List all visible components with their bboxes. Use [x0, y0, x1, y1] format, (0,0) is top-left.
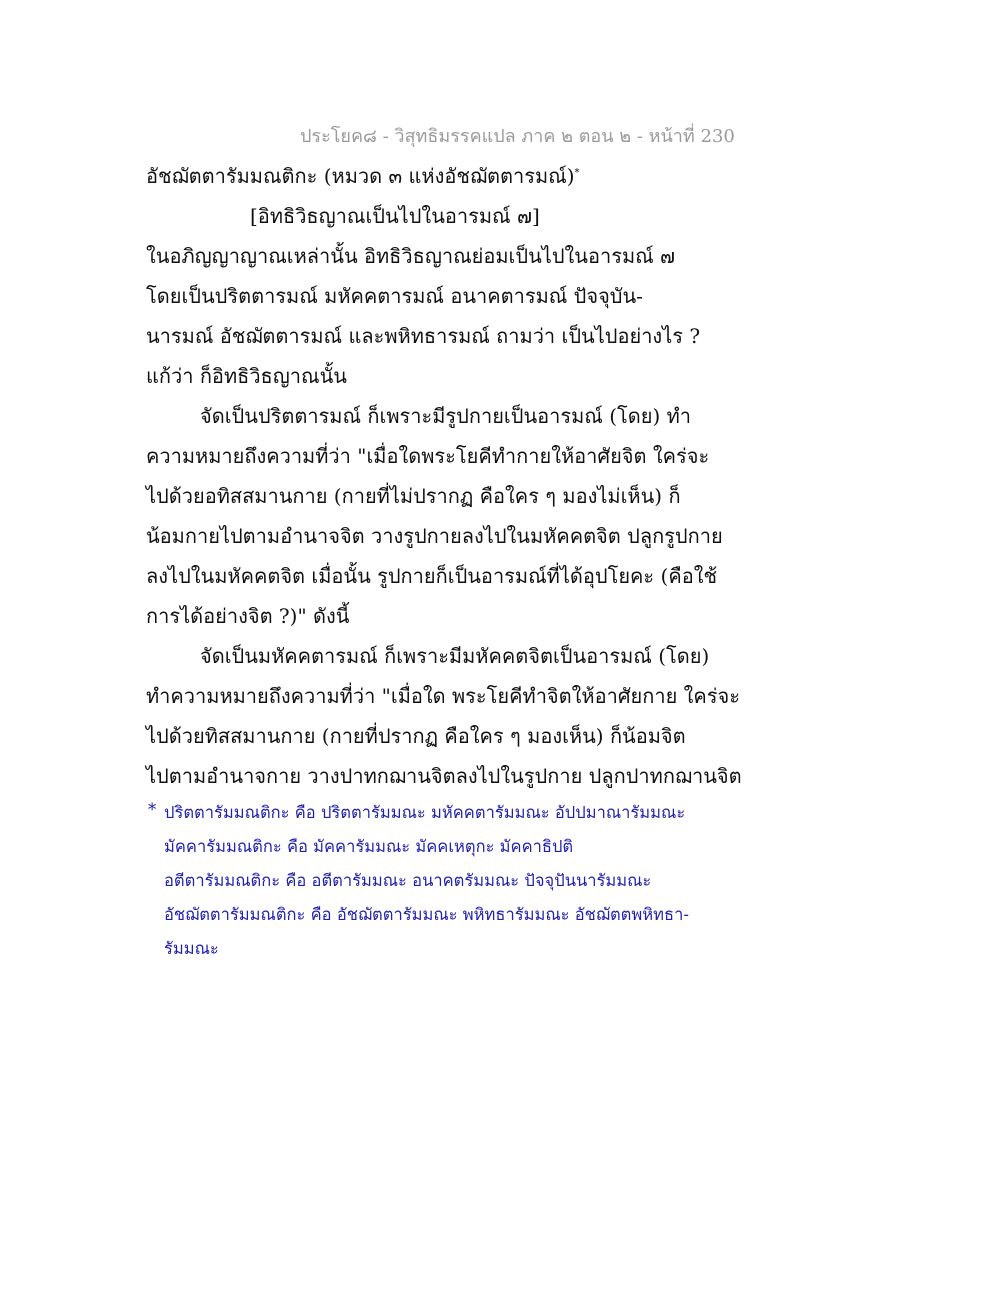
body-line: โดยเป็นปริตตารมณ์ มหัคคตารมณ์ อนาคตารมณ์ ปัจจุบัน-	[146, 284, 643, 308]
running-head: ประโยค๘ - วิสุทธิมรรคแปล ภาค ๒ ตอน ๒ - หน้าที่ 230	[300, 126, 735, 147]
body-line: ความหมายถึงความที่ว่า "เมื่อใดพระโยคีทำกายให้อาศัยจิต ใคร่จะ	[146, 444, 710, 468]
body-line: ไปด้วยทิสสมานกาย (กายที่ปรากฏ คือใคร ๆ มองเห็น) ก็น้อมจิต	[146, 724, 686, 748]
body-line: นารมณ์ อัชฌัตตารมณ์ และพหิทธารมณ์ ถามว่า เป็นไปอย่างไร ?	[146, 324, 701, 348]
paragraph-first-line: จัดเป็นมหัคคตารมณ์ ก็เพราะมีมหัคคตจิตเป็นอารมณ์ (โดย)	[200, 644, 710, 668]
body-line: ทำความหมายถึงความที่ว่า "เมื่อใด พระโยคีทำจิตให้อาศัยกาย ใคร่จะ	[146, 684, 740, 708]
footnote-line: ปริตตารัมมณติกะ คือ ปริตตารัมมณะ มหัคคตารัมมณะ อัปปมาณารัมมณะ	[164, 803, 686, 822]
paragraph-first-line: จัดเป็นปริตตารมณ์ ก็เพราะมีรูปกายเป็นอารมณ์ (โดย) ทำ	[200, 404, 692, 428]
subheading: [อิทธิวิธญาณเป็นไปในอารมณ์ ๗]	[250, 204, 540, 228]
body-line: การได้อย่างจิต ?)" ดังนี้	[146, 604, 350, 628]
body-line: ไปด้วยอทิสสมานกาย (กายที่ไม่ปรากฏ คือใคร ๆ มองไม่เห็น) ก็	[146, 484, 681, 508]
footnote-line: อัชฌัตตารัมมณติกะ คือ อัชฌัตตารัมมณะ พหิทธารัมมณะ อัชฌัตตพหิทธา-	[164, 905, 689, 924]
section-title	[146, 160, 580, 192]
footnote-reference-mark: *	[574, 167, 580, 179]
body-line: ในอภิญญาญาณเหล่านั้น อิทธิวิธญาณย่อมเป็นไปในอารมณ์ ๗	[146, 244, 676, 268]
footnote-marker: *	[148, 800, 157, 819]
footnote-line: อตีตารัมมณติกะ คือ อตีตารัมมณะ อนาคตรัมมณะ ปัจจุปันนารัมมณะ	[164, 871, 652, 890]
footnote-line: มัคคารัมมณติกะ คือ มัคคารัมมณะ มัคคเหตุกะ มัคคาธิปติ	[164, 837, 574, 856]
body-line: ลงไปในมหัคคตจิต เมื่อนั้น รูปกายก็เป็นอารมณ์ที่ได้อุปโยคะ (คือใช้	[146, 564, 718, 588]
body-line: แก้ว่า ก็อิทธิวิธญาณนั้น	[146, 364, 347, 388]
footnote-line: รัมมณะ	[164, 939, 219, 958]
body-line: ไปตามอำนาจกาย วางปาทกฌานจิตลงไปในรูปกาย ปลูกปาทกฌานจิต	[146, 764, 742, 788]
body-line: น้อมกายไปตามอำนาจจิต วางรูปกายลงไปในมหัคคตจิต ปลูกรูปกาย	[146, 524, 723, 548]
section-title-text: อัชฌัตตารัมมณติกะ (หมวด ๓ แห่งอัชฌัตตารมณ์)	[146, 164, 575, 188]
